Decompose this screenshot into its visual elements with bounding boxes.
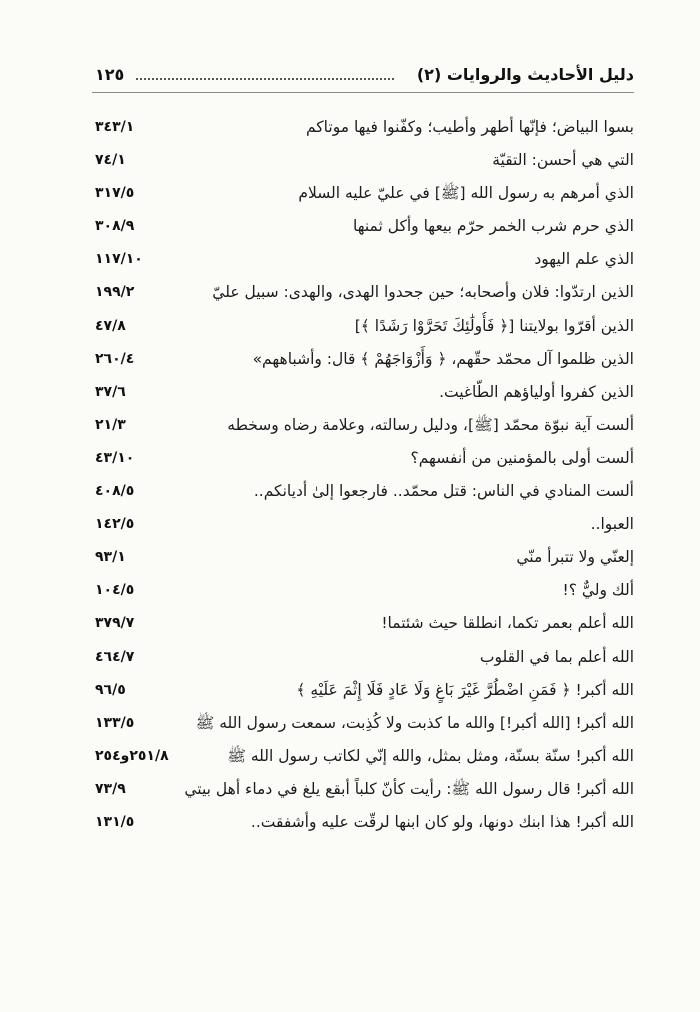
entry-text: الذين ارتدّوا: فلان وأصحابه؛ حين جحدوا الهدى، والهدى: سبيل عليّ xyxy=(212,283,634,302)
entry-reference: ٩٣/١ xyxy=(95,549,126,566)
index-entry xyxy=(0,510,700,543)
header-divider xyxy=(92,92,634,93)
entry-reference: ١١٧/١٠ xyxy=(95,251,143,268)
page-number: ١٢٥ xyxy=(95,65,125,84)
entry-text: الذين ظلموا آل محمّد حقّهم، ﴿ وَأَزْوَاجَهُمْ ﴾ قال: وأشباههم» xyxy=(252,349,634,368)
entry-text: الذي أمرهم به رسول الله [ﷺ] في عليّ عليه السلام xyxy=(298,184,634,203)
entry-reference: ٣٧/٦ xyxy=(95,383,126,400)
entry-text: ألست أولى بالمؤمنين من أنفسهم؟ xyxy=(410,448,634,467)
entry-text: الله أكبر! قال رسول الله ﷺ: رأيت كأنّ كلباً أبقع يلغ في دماء أهل بيتي xyxy=(184,779,634,798)
index-entry xyxy=(0,378,700,411)
entry-reference: ١٠٤/٥ xyxy=(95,582,135,599)
index-entry xyxy=(0,146,700,179)
page-header xyxy=(0,62,700,88)
entry-text: الذين كفروا أولياؤهم الطّاغيت. xyxy=(439,382,634,401)
entry-reference: ٤٦٤/٧ xyxy=(95,648,135,665)
index-entry xyxy=(0,676,700,709)
entry-text: العبوا.. xyxy=(590,515,634,534)
index-entry xyxy=(0,775,700,808)
index-entry xyxy=(0,278,700,311)
index-entry xyxy=(0,643,700,676)
entry-reference: ٣١٧/٥ xyxy=(95,185,135,202)
index-entry xyxy=(0,543,700,576)
entry-reference: ٩٦/٥ xyxy=(95,681,126,698)
entry-reference: ٤٣/١٠ xyxy=(95,449,135,466)
entry-text: التي هي أحسن: التقيّة xyxy=(492,151,634,170)
entry-text: الله أكبر! سنّة بسنّة، ومثل بمثل، والله إنّي لكاتب رسول الله ﷺ xyxy=(227,746,634,765)
entry-text: الله أعلم بما في القلوب xyxy=(479,647,634,666)
entry-reference: ٢٥١/٨و٢٥٤ xyxy=(95,747,169,764)
entry-text: الله أعلم بعمر تكما، انطلقا حيث شئتما! xyxy=(381,614,634,633)
index-entry xyxy=(0,444,700,477)
entry-text: إلعنّي ولا تتبرأ منّي xyxy=(516,548,634,567)
entry-reference: ٤٠٨/٥ xyxy=(95,483,135,500)
entry-reference: ١٩٩/٢ xyxy=(95,284,135,301)
entry-reference: ٢١/٣ xyxy=(95,416,126,433)
entry-text: الذي حرم شرب الخمر حرّم بيعها وأكل ثمنها xyxy=(353,217,634,236)
entry-text: ألست آية نبوّة محمّد [ﷺ]، ودليل رسالته، وعلامة رضاه وسخطه xyxy=(227,415,634,434)
entry-reference: ٣٤٣/١ xyxy=(95,119,135,135)
entry-reference: ٧٣/٩ xyxy=(95,780,126,797)
entry-text: بسوا البياض؛ فإنّها أطهر وأطيب؛ وكفّنوا فيها موتاكم xyxy=(305,118,634,136)
header-dot-leader xyxy=(136,78,394,80)
index-entry xyxy=(0,477,700,510)
entry-reference: ١٣١/٥ xyxy=(95,813,135,830)
index-entry xyxy=(0,179,700,212)
entry-reference: ٣٧٩/٧ xyxy=(95,615,135,632)
index-entry xyxy=(0,345,700,378)
hadith-index-list xyxy=(0,113,700,841)
entry-text: الله أكبر! ﴿ فَمَنِ اضْطُرَّ غَيْرَ بَاغٍ وَلَا عَادٍ فَلَا إِثْمَ عَلَيْهِ ﴾ xyxy=(296,680,634,699)
entry-reference: ٣٠٨/٩ xyxy=(95,218,135,235)
index-entry xyxy=(0,709,700,742)
index-entry xyxy=(0,312,700,345)
entry-reference: ٤٧/٨ xyxy=(95,317,126,334)
index-entry xyxy=(0,113,700,146)
index-entry xyxy=(0,742,700,775)
entry-text: ألك وليٌّ ؟! xyxy=(562,581,634,600)
index-entry xyxy=(0,212,700,245)
index-entry xyxy=(0,245,700,278)
entry-text: الذي علم اليهود xyxy=(534,250,634,269)
index-entry xyxy=(0,808,700,841)
entry-text: الله أكبر! [الله أكبر!] والله ما كذبت ولا كُذِبت، سمعت رسول الله ﷺ xyxy=(195,713,634,732)
entry-text: الذين أقرّوا بولايتنا [﴿ فَأُولَٰئِكَ تَحَرَّوْا رَشَدًا ﴾] xyxy=(354,316,634,335)
entry-text: ألست المنادي في الناس: قتل محمّد.. فارجعوا إلىٰ أديانكم.. xyxy=(253,482,634,501)
index-entry xyxy=(0,411,700,444)
entry-reference: ٧٤/١ xyxy=(95,152,126,169)
entry-reference: ١٤٢/٥ xyxy=(95,516,135,533)
entry-reference: ١٣٣/٥ xyxy=(95,714,135,731)
book-title: دليل الأحاديث والروايات (٢) xyxy=(416,65,634,84)
index-entry xyxy=(0,576,700,609)
entry-reference: ٢٦٠/٤ xyxy=(95,350,135,367)
entry-text: الله أكبر! هذا ابنك دونها، ولو كان ابنها لرقّت عليه وأشفقت.. xyxy=(250,812,634,831)
index-entry xyxy=(0,609,700,642)
